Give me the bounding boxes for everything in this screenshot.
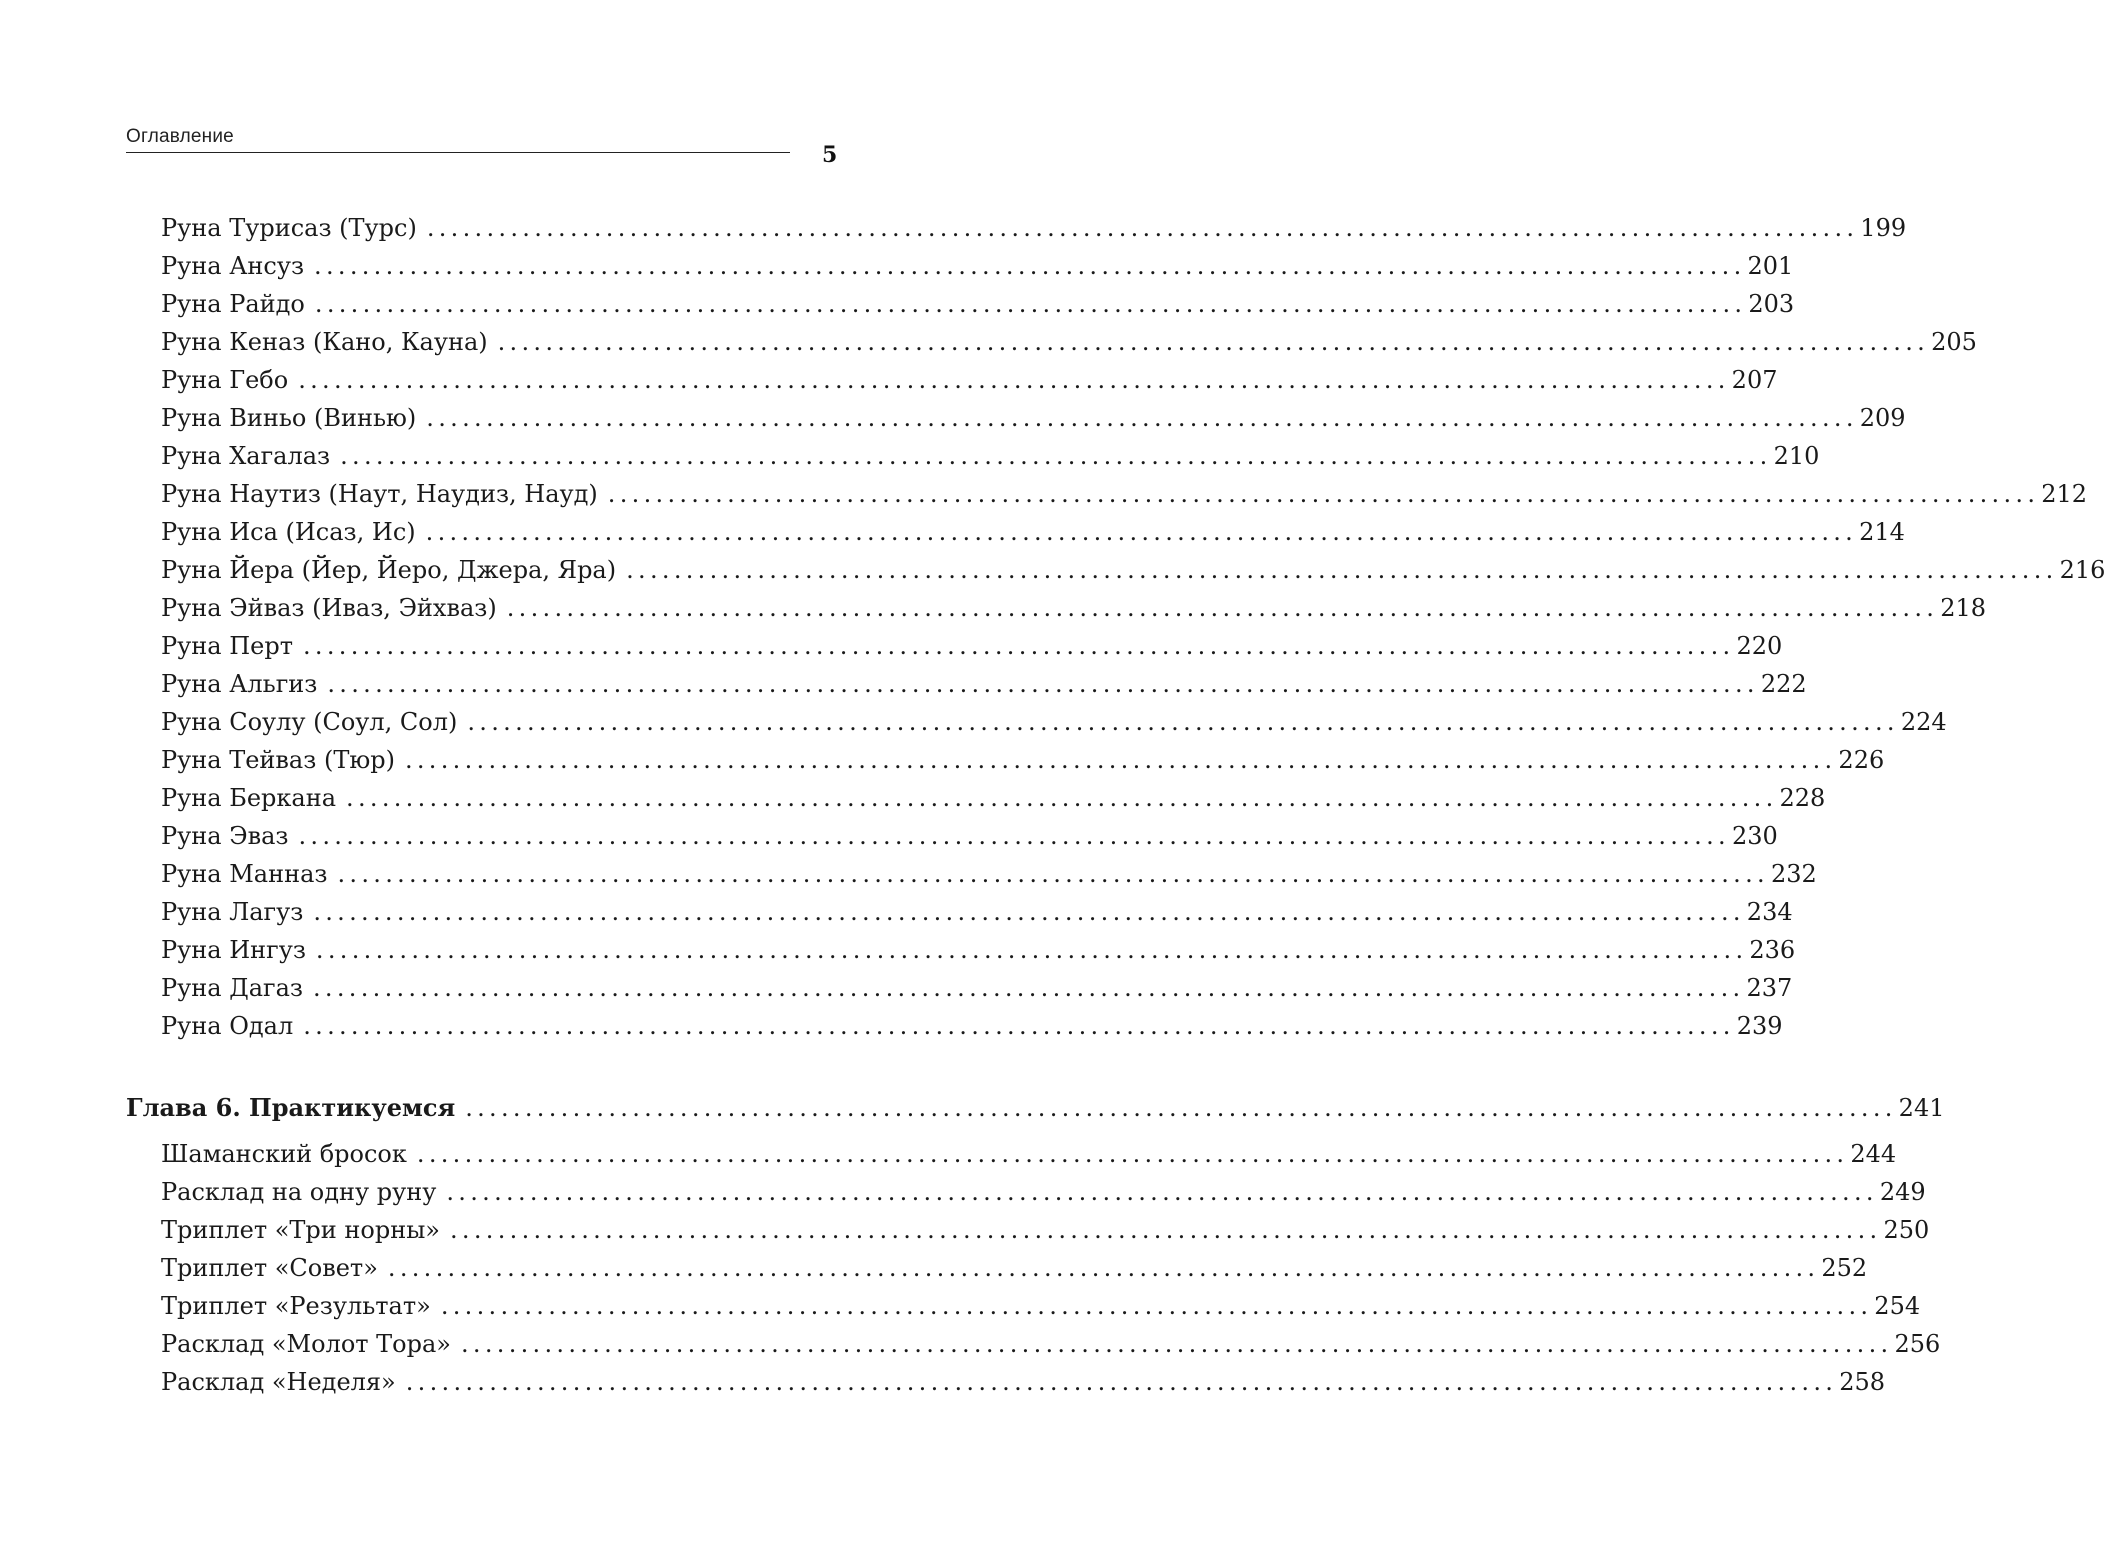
toc-entry-page: 226 [1838,746,1885,774]
toc-entry[interactable] [161,627,1783,665]
toc-entry-page: 212 [2041,480,2088,508]
toc-entry[interactable] [161,285,1795,323]
leader-dots: ........................................................................................................................ [298,366,1730,394]
toc-entry[interactable] [161,855,1817,893]
toc-entry[interactable] [161,247,1794,285]
toc-entry-title: Руна Иса (Исаз, Ис) [161,513,426,551]
leader-dots: ........................................................................................................................ [467,708,1899,736]
toc-entry-page: 258 [1839,1368,1886,1396]
toc-entry-page: 220 [1736,632,1783,660]
page-number: 5 [822,142,838,168]
toc-entry-title: Руна Тейваз (Тюр) [161,741,405,779]
toc-entry-page: 201 [1747,252,1794,280]
toc-entry-page: 205 [1931,328,1977,356]
toc-entry[interactable] [161,779,1826,817]
leader-dots: ........................................................................................................................ [313,974,1745,1002]
toc-entry[interactable] [161,665,1807,703]
toc-entry-page: 250 [1883,1216,1930,1244]
leader-dots: ........................................................................................................................ [446,1178,1878,1206]
toc-entry[interactable] [161,1249,1868,1287]
toc-entry[interactable] [161,969,1793,1007]
toc-entry-page: 209 [1859,404,1906,432]
toc-entry-page: 214 [1859,518,1905,546]
toc-entry-title: Триплет «Три норны» [161,1211,450,1249]
toc-entry-page: 228 [1779,784,1826,812]
toc-entry-title: Руна Ингуз [161,931,316,969]
leader-dots: ........................................................................................................................ [425,518,1858,546]
toc-entry-title: Триплет «Совет» [161,1249,388,1287]
toc-entry-page: 239 [1736,1012,1783,1040]
leader-dots: ........................................................................................................................ [302,632,1735,660]
toc-entry-page: 252 [1821,1254,1868,1282]
toc-entry[interactable] [161,399,1906,437]
running-head: Оглавление [126,126,234,147]
leader-dots: ........................................................................................................................ [346,784,1778,812]
leader-dots: ........................................................................................................................ [387,1254,1820,1282]
toc-entry[interactable] [161,1287,1921,1325]
toc-entry[interactable] [161,551,2105,589]
leader-dots: ........................................................................................................................ [314,252,1746,280]
toc-entry-page: 237 [1746,974,1793,1002]
leader-dots: ........................................................................................................................ [298,822,1730,850]
toc-entry-title: Расклад «Молот Тора» [161,1325,461,1363]
toc-entry-title: Руна Наутиз (Наут, Наудиз, Науд) [161,475,608,513]
chapter-title: Глава 6. Практикуемся [126,1089,465,1127]
toc-entry-page: 254 [1874,1292,1921,1320]
toc-entry-title: Руна Альгиз [161,665,327,703]
toc-entry-title: Руна Беркана [161,779,346,817]
toc-entry[interactable] [161,437,1820,475]
toc-entry-title: Руна Ансуз [161,247,314,285]
toc-entry[interactable] [161,1211,1930,1249]
toc-entry-page: 249 [1879,1178,1926,1206]
toc-entry[interactable] [161,931,1796,969]
toc-entry[interactable] [161,1135,1897,1173]
toc-entry-title: Руна Манназ [161,855,337,893]
toc-entry-page: 222 [1760,670,1807,698]
toc-entry-page: 199 [1860,214,1907,242]
toc-entry[interactable] [161,893,1793,931]
toc-entry[interactable] [161,1325,1941,1363]
toc-entry-page: 224 [1900,708,1947,736]
toc-entry-page: 218 [1940,594,1987,622]
toc-entry[interactable] [161,703,1947,741]
leader-dots: ........................................................................................................................ [506,594,1939,622]
toc-entry-title: Расклад на одну руну [161,1173,446,1211]
toc-entry[interactable] [161,209,1907,247]
header-rule [126,152,790,153]
toc-entry-page: 244 [1850,1140,1897,1168]
toc-entry-title: Руна Хагалаз [161,437,340,475]
leader-dots: ........................................................................................................................ [450,1216,1882,1244]
toc-entry[interactable] [161,1173,1926,1211]
toc-entry[interactable] [161,361,1778,399]
toc-entry-title: Руна Турисаз (Турс) [161,209,427,247]
toc-entry-title: Руна Виньо (Винью) [161,399,426,437]
toc-entry-title: Триплет «Результат» [161,1287,441,1325]
toc-entry-title: Руна Дагаз [161,969,313,1007]
toc-entry[interactable] [161,817,1778,855]
leader-dots: ........................................................................................................................ [315,936,1748,964]
leader-dots: ........................................................................................................................ [416,1140,1849,1168]
leader-dots: ........................................................................................................................ [426,214,1859,242]
toc-entry-title: Руна Йера (Йер, Йеро, Джера, Яра) [161,551,626,589]
chapter-page: 241 [1898,1094,1945,1122]
leader-dots: ........................................................................................................................ [626,556,2058,584]
toc-entry-page: 210 [1773,442,1820,470]
toc-entry-page: 207 [1731,366,1778,394]
leader-dots: ........................................................................................................................ [426,404,1858,432]
toc-entry-title: Руна Кеназ (Кано, Кауна) [161,323,498,361]
toc-chapter-heading[interactable] [126,1089,1945,1127]
leader-dots: ........................................................................................................................ [607,480,2040,508]
toc-entry-title: Руна Одал [161,1007,303,1045]
leader-dots: ........................................................................................................................ [404,746,1837,774]
toc-entry-title: Расклад «Неделя» [161,1363,406,1401]
leader-dots: ........................................................................................................................ [340,442,1772,470]
leader-dots: ........................................................................................................................ [337,860,1769,888]
toc-entry[interactable] [161,475,2088,513]
toc-entry-title: Руна Лагуз [161,893,313,931]
leader-dots: ........................................................................................................................ [465,1094,1897,1122]
leader-dots: ........................................................................................................................ [327,670,1759,698]
toc-entry[interactable] [161,1363,1886,1401]
leader-dots: ........................................................................................................................ [405,1368,1838,1396]
toc-entry-title: Руна Соулу (Соул, Сол) [161,703,467,741]
toc-entry-page: 234 [1746,898,1793,926]
toc-entry-title: Руна Эваз [161,817,298,855]
toc-entry[interactable] [161,323,1977,361]
toc-entry-title: Руна Райдо [161,285,315,323]
leader-dots: ........................................................................................................................ [440,1292,1873,1320]
toc-entry-page: 203 [1748,290,1795,318]
leader-dots: ........................................................................................................................ [313,898,1745,926]
toc-entry-title: Руна Перт [161,627,303,665]
leader-dots: ........................................................................................................................ [303,1012,1735,1040]
toc-entry[interactable] [161,589,1987,627]
toc-entry[interactable] [161,1007,1783,1045]
toc-entry-page: 236 [1749,936,1796,964]
leader-dots: ........................................................................................................................ [314,290,1747,318]
leader-dots: ........................................................................................................................ [460,1330,1893,1358]
toc-entry-page: 232 [1770,860,1817,888]
toc-entry-title: Руна Гебо [161,361,298,399]
toc-entry-title: Руна Эйваз (Иваз, Эйхваз) [161,589,507,627]
toc-entry[interactable] [161,513,1905,551]
toc-entry-page: 256 [1894,1330,1941,1358]
toc-entry-page: 216 [2059,556,2105,584]
toc-entry[interactable] [161,741,1885,779]
leader-dots: ........................................................................................................................ [497,328,1930,356]
toc-entry-page: 230 [1731,822,1778,850]
toc-entry-title: Шаманский бросок [161,1135,417,1173]
